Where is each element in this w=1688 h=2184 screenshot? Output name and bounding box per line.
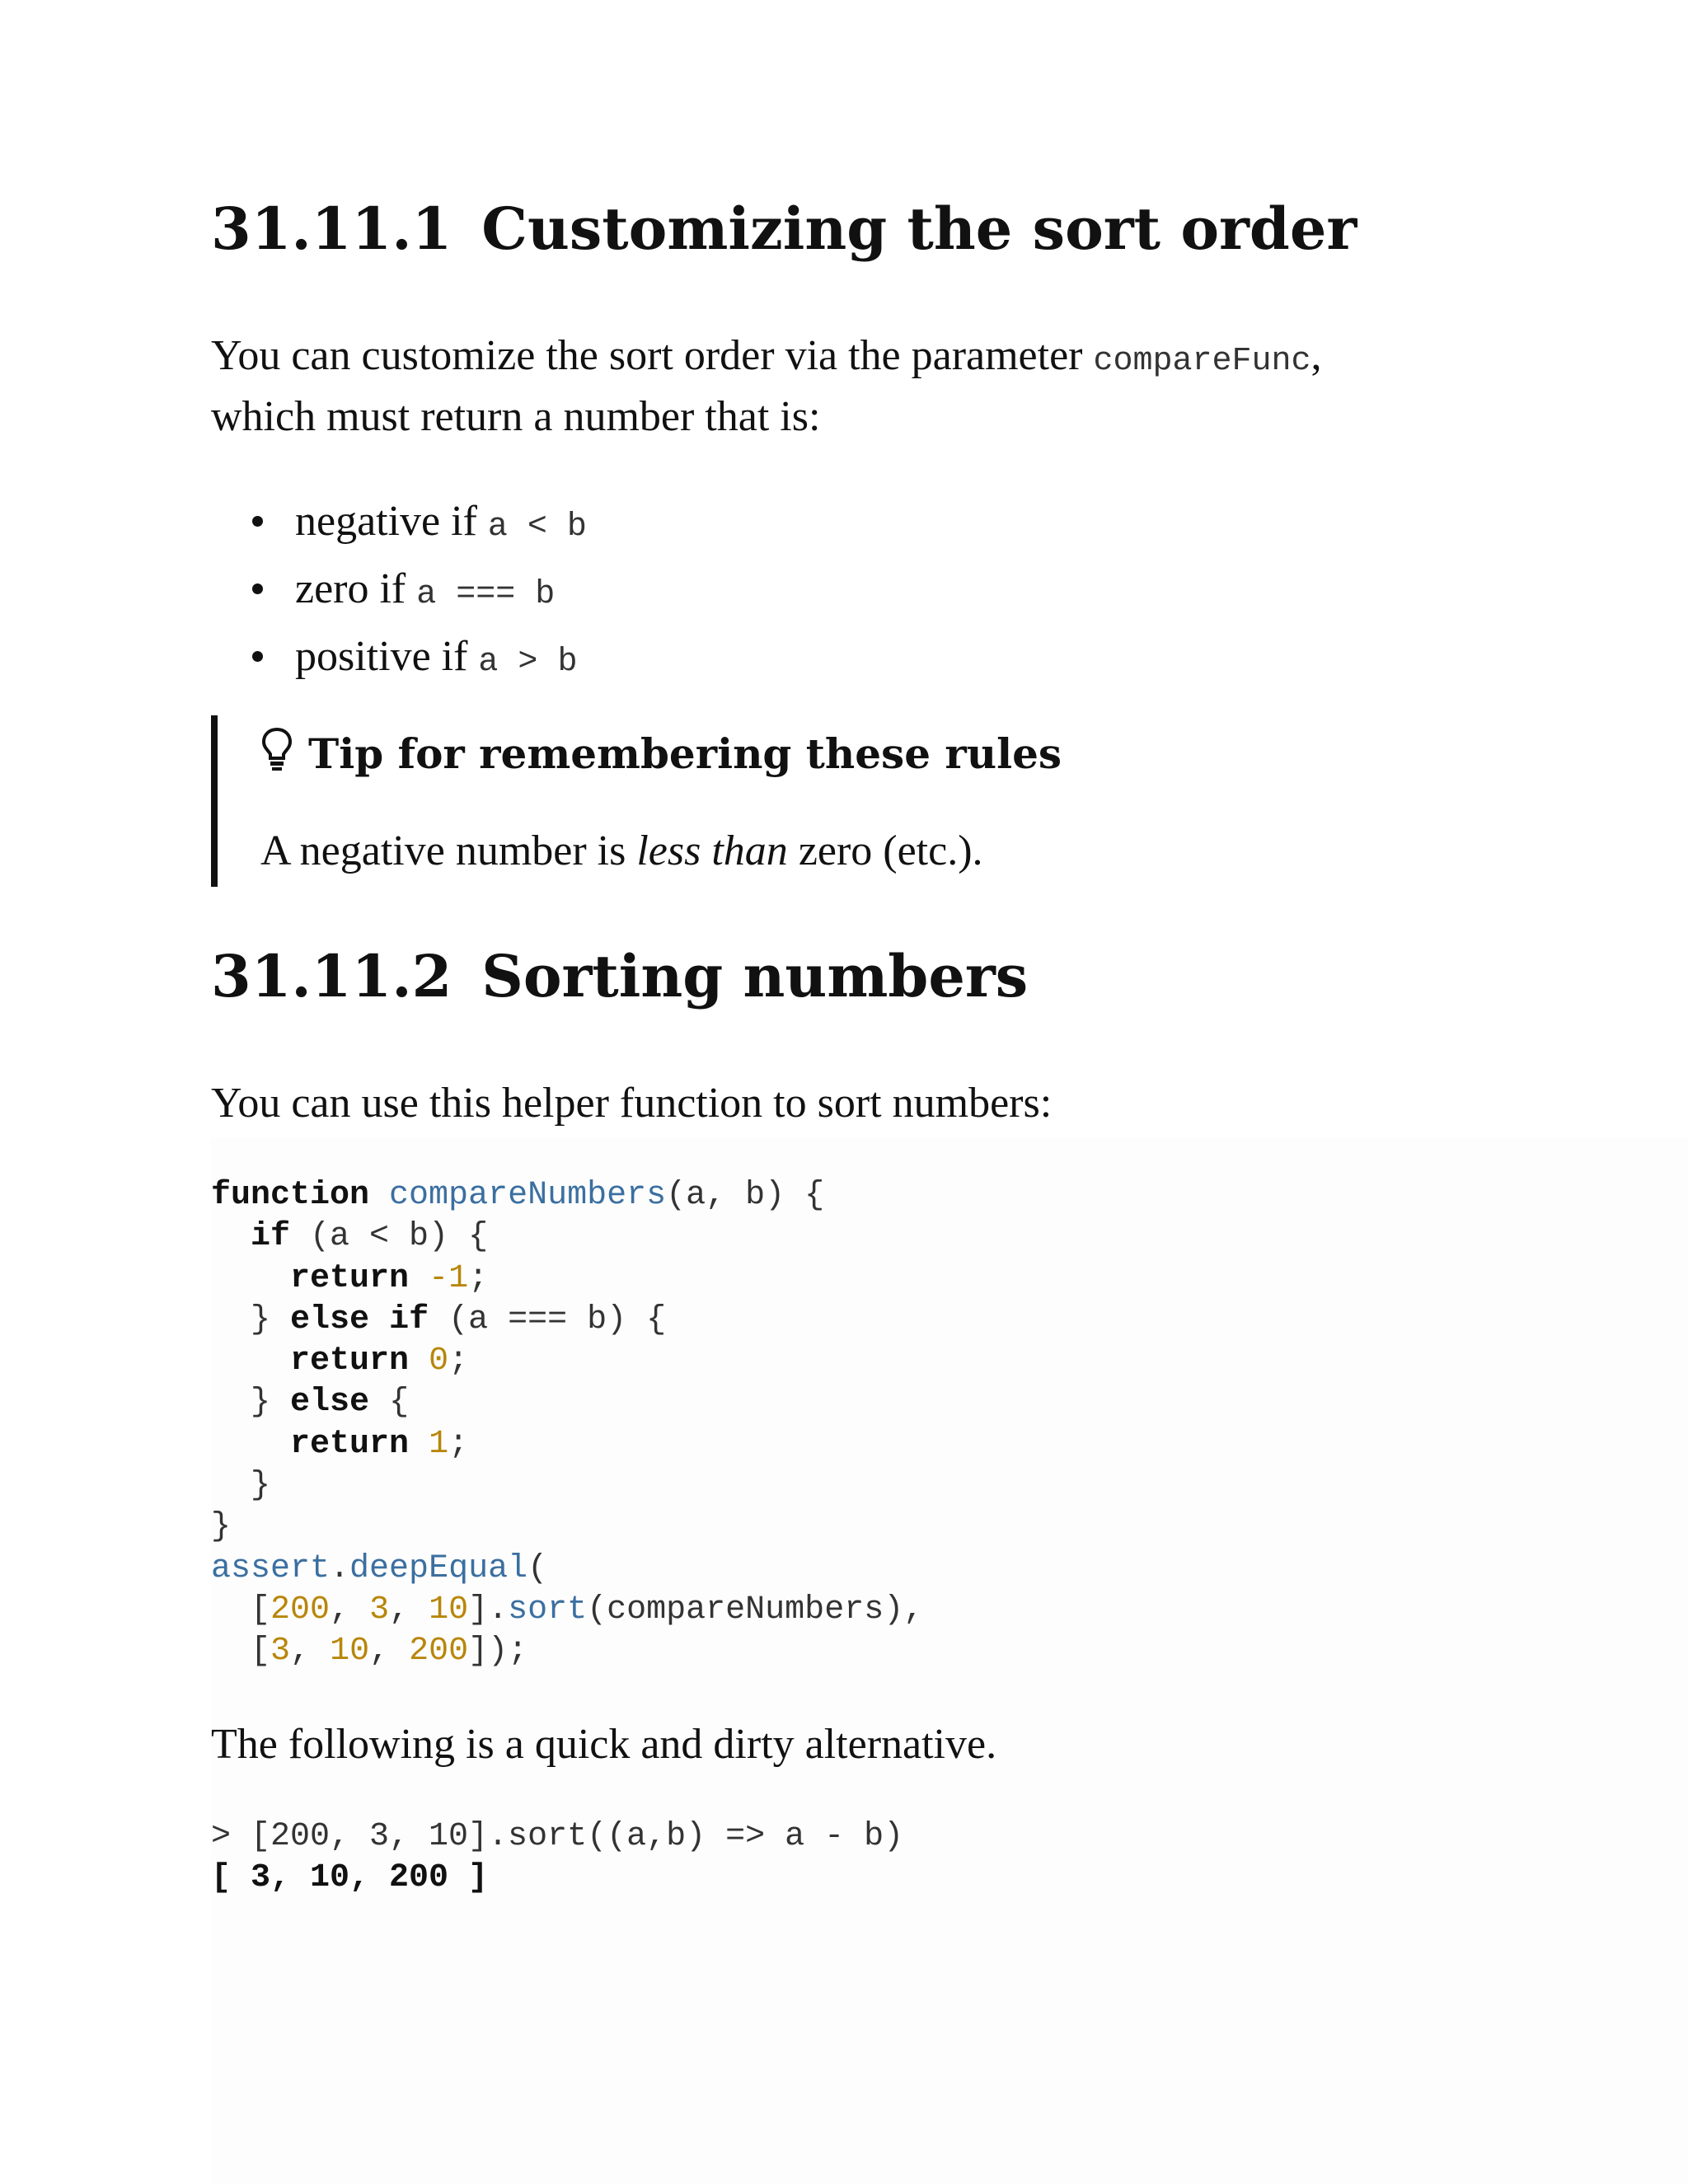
inline-code: a > b xyxy=(478,644,578,681)
tip-body-text-end: zero (etc.). xyxy=(787,827,983,874)
section-title: Customizing the sort order xyxy=(481,194,1357,263)
tip-body xyxy=(260,821,983,882)
tip-callout xyxy=(211,715,1454,887)
document-page xyxy=(211,0,1497,2184)
section-heading-sorting-numbers xyxy=(211,942,1028,1011)
tip-title-text: Tip for remembering these rules xyxy=(308,729,1062,778)
intro-comma: , xyxy=(1311,332,1322,379)
bullet-dot xyxy=(252,583,263,594)
intro-paragraph-line-2: which must return a number that is: xyxy=(211,393,821,440)
repl-input: > [200, 3, 10].sort((a,b) => a - b) xyxy=(211,1818,904,1855)
section-number: 31.11.2 xyxy=(211,942,452,1010)
inline-code-comparefunc: compareFunc xyxy=(1093,343,1311,380)
section-number: 31.11.1 xyxy=(211,194,452,263)
sorting-intro-paragraph: You can use this helper function to sort numbers: xyxy=(211,1080,1053,1127)
repl-output: [ 3, 10, 200 ] xyxy=(211,1859,489,1897)
list-item-positive xyxy=(211,626,587,693)
tip-body-emphasis: less than xyxy=(636,827,788,874)
bullet-dot xyxy=(252,516,263,527)
list-item-zero xyxy=(211,558,587,626)
section-heading-customizing-sort-order xyxy=(211,194,1357,264)
lightbulb-icon xyxy=(260,727,293,771)
intro-paragraph-line-1 xyxy=(211,326,1322,392)
code-block-compare-numbers: function compareNumbers(a, b) { if (a < b) { return -1; } else if (a === b) { return 0; } else { return 1; } } assert.deepEqual( [200, 3, 10].sort(compareNumbers), [3, 10, 200]); xyxy=(211,1177,924,1671)
repl-code-block xyxy=(211,1816,903,1900)
tip-title xyxy=(260,725,1062,783)
inline-code: a < b xyxy=(487,509,587,546)
inline-code: a === b xyxy=(416,576,556,613)
bullet-dot xyxy=(252,651,263,662)
list-item-text: negative if xyxy=(295,498,488,545)
tip-body-text: A negative number is xyxy=(260,827,637,874)
return-value-rules-list xyxy=(211,490,587,693)
intro-text: You can customize the sort order via the parameter xyxy=(211,332,1094,379)
list-item-negative xyxy=(211,490,587,558)
list-item-text: positive if xyxy=(295,633,479,680)
alternative-paragraph: The following is a quick and dirty alternative. xyxy=(211,1721,997,1768)
section-title: Sorting numbers xyxy=(481,942,1029,1010)
list-item-text: zero if xyxy=(295,565,417,612)
